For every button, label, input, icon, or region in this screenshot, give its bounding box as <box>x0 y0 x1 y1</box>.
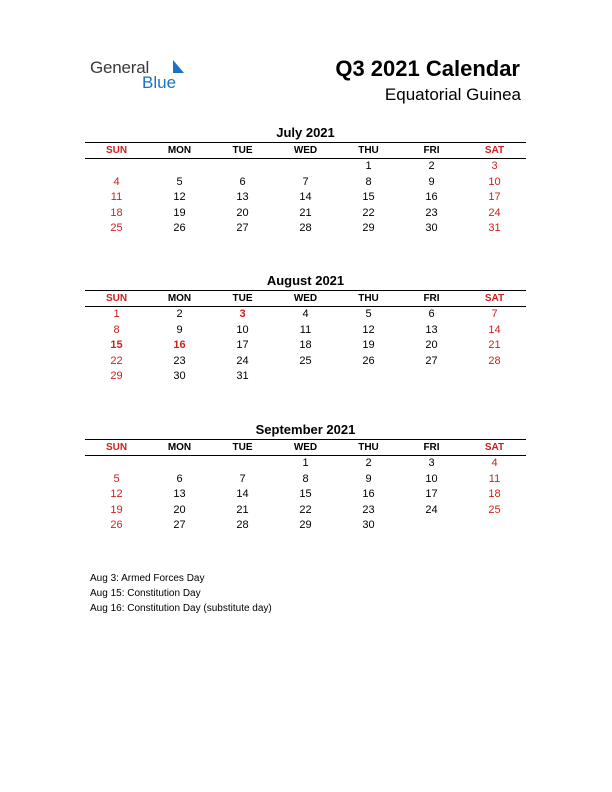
week-row <box>85 323 526 339</box>
weekday-header: SAT <box>484 293 505 304</box>
weekday-header: THU <box>358 442 379 453</box>
day-cell <box>85 456 148 472</box>
week-row <box>85 175 526 191</box>
day-cell: 26 <box>173 222 186 234</box>
day-cell: 4 <box>113 175 120 188</box>
day-cell: 29 <box>299 519 312 531</box>
day-cell: 14 <box>236 488 249 500</box>
day-cell: 21 <box>236 503 249 516</box>
weekday-header: TUE <box>232 293 253 304</box>
day-cell <box>400 369 463 385</box>
week-row <box>85 518 526 534</box>
day-cell: 9 <box>176 323 183 336</box>
week-row <box>85 369 526 385</box>
day-cell: 10 <box>236 323 249 336</box>
holiday-note: Aug 3: Armed Forces Day <box>90 573 205 584</box>
day-cell: 19 <box>173 206 186 219</box>
week-row <box>85 307 526 323</box>
day-cell: 12 <box>110 488 123 500</box>
week-row <box>85 456 526 472</box>
day-cell: 2 <box>176 308 183 320</box>
day-cell: 30 <box>425 222 438 234</box>
day-cell: 25 <box>299 354 312 367</box>
day-cell: 23 <box>173 354 186 367</box>
holiday-notes <box>90 571 272 616</box>
weekday-header: WED <box>293 145 318 156</box>
day-cell: 17 <box>425 488 438 500</box>
day-cell: 15 <box>110 339 123 351</box>
day-cell: 18 <box>488 488 501 500</box>
weekday-header: MON <box>167 293 192 304</box>
day-cell: 20 <box>425 339 438 351</box>
day-cell <box>274 369 337 385</box>
day-cell: 2 <box>428 160 435 172</box>
day-cell: 24 <box>425 503 438 516</box>
day-cell: 31 <box>488 222 501 234</box>
week-row <box>85 159 526 175</box>
day-cell: 17 <box>488 191 501 203</box>
page-title: Q3 2021 Calendar <box>335 56 520 81</box>
day-cell: 22 <box>110 354 123 367</box>
weekday-header: SAT <box>484 145 505 156</box>
weekday-header: FRI <box>423 442 440 453</box>
day-cell: 1 <box>113 308 120 320</box>
day-cell <box>463 518 526 534</box>
day-cell: 11 <box>488 472 501 485</box>
month-block <box>85 272 526 385</box>
day-cell: 20 <box>173 503 186 516</box>
day-cell: 3 <box>491 160 498 172</box>
day-cell: 7 <box>491 308 498 320</box>
day-cell: 13 <box>236 191 249 203</box>
day-cell: 30 <box>173 370 186 382</box>
day-cell: 23 <box>425 206 438 219</box>
weekday-header: THU <box>358 293 379 304</box>
day-cell: 13 <box>425 323 438 336</box>
page-subtitle: Equatorial Guinea <box>384 85 521 104</box>
day-cell <box>400 518 463 534</box>
day-cell: 7 <box>239 472 246 485</box>
day-cell: 17 <box>236 339 249 351</box>
day-cell: 28 <box>488 354 501 367</box>
day-cell: 14 <box>299 191 312 203</box>
day-cell <box>148 456 211 472</box>
day-cell: 7 <box>302 175 309 188</box>
day-cell: 4 <box>491 457 498 469</box>
day-cell: 14 <box>488 323 501 336</box>
day-cell: 6 <box>428 308 435 320</box>
day-cell: 31 <box>236 370 249 382</box>
day-cell: 25 <box>110 222 123 234</box>
weekday-header-row <box>85 142 526 159</box>
day-cell <box>211 456 274 472</box>
day-cell: 24 <box>488 206 501 219</box>
day-cell: 20 <box>236 206 249 219</box>
week-row <box>85 472 526 488</box>
day-cell: 11 <box>110 191 123 203</box>
day-cell: 18 <box>110 206 123 219</box>
day-cell: 28 <box>299 222 312 234</box>
day-cell: 15 <box>362 191 375 203</box>
day-cell: 26 <box>362 354 375 367</box>
week-row <box>85 503 526 519</box>
day-cell: 13 <box>173 488 186 500</box>
day-cell: 27 <box>236 222 249 234</box>
month-title: July 2021 <box>276 125 335 140</box>
logo-triangle-icon <box>173 60 184 73</box>
weekday-header: FRI <box>423 145 440 156</box>
day-cell: 8 <box>365 175 372 188</box>
weekday-header-row <box>85 290 526 307</box>
day-cell: 2 <box>365 457 372 469</box>
day-cell: 12 <box>362 323 375 336</box>
day-cell: 6 <box>239 175 246 188</box>
weekday-header: SUN <box>105 293 128 304</box>
day-cell: 3 <box>428 457 435 469</box>
week-row <box>85 190 526 206</box>
day-cell: 29 <box>110 370 123 382</box>
day-cell: 10 <box>488 175 501 188</box>
month-title: September 2021 <box>255 422 356 437</box>
day-cell: 25 <box>488 503 501 516</box>
day-cell: 11 <box>299 323 312 336</box>
weekday-header: MON <box>167 145 192 156</box>
day-cell: 21 <box>299 206 312 219</box>
weekday-header: WED <box>293 442 318 453</box>
day-cell <box>463 369 526 385</box>
week-row <box>85 354 526 370</box>
day-cell: 8 <box>113 323 120 336</box>
week-row <box>85 206 526 222</box>
day-cell: 29 <box>362 222 375 234</box>
weekday-header: THU <box>358 145 379 156</box>
logo-text-general: General <box>90 58 150 77</box>
holiday-note: Aug 16: Constitution Day (substitute day) <box>90 603 272 614</box>
weekday-header: SAT <box>484 442 505 453</box>
day-cell: 15 <box>299 488 312 500</box>
day-cell: 19 <box>110 503 123 516</box>
day-cell: 6 <box>176 472 183 485</box>
day-cell: 12 <box>173 191 186 203</box>
day-cell: 9 <box>428 175 435 188</box>
day-cell: 1 <box>365 160 372 172</box>
day-cell: 30 <box>362 519 375 531</box>
week-row <box>85 487 526 503</box>
day-cell: 16 <box>425 191 438 203</box>
day-cell: 3 <box>239 308 246 320</box>
day-cell: 4 <box>302 308 309 320</box>
weekday-header: SUN <box>105 145 128 156</box>
day-cell: 16 <box>173 339 186 351</box>
day-cell: 18 <box>299 339 312 351</box>
day-cell: 19 <box>362 339 375 351</box>
day-cell: 5 <box>113 472 120 485</box>
day-cell: 28 <box>236 519 249 531</box>
day-cell: 1 <box>302 457 309 469</box>
week-row <box>85 221 526 237</box>
weekday-header: MON <box>167 442 192 453</box>
day-cell: 27 <box>173 519 186 531</box>
weekday-header: TUE <box>232 442 253 453</box>
day-cell <box>211 159 274 175</box>
day-cell: 8 <box>302 472 309 485</box>
weekday-header: WED <box>293 293 318 304</box>
month-block <box>85 421 526 534</box>
day-cell: 9 <box>365 472 372 485</box>
day-cell: 5 <box>365 308 372 320</box>
weekday-header-row <box>85 439 526 456</box>
day-cell: 22 <box>362 206 375 219</box>
generalblue-logo <box>90 58 190 94</box>
day-cell <box>148 159 211 175</box>
day-cell: 23 <box>362 503 375 516</box>
month-title: August 2021 <box>266 273 345 288</box>
day-cell <box>337 369 400 385</box>
day-cell: 26 <box>110 519 123 531</box>
weekday-header: FRI <box>423 293 440 304</box>
day-cell: 21 <box>488 339 501 351</box>
day-cell <box>85 159 148 175</box>
weekday-header: TUE <box>232 145 253 156</box>
day-cell: 27 <box>425 354 438 367</box>
day-cell: 10 <box>425 472 438 485</box>
logo-text-blue: Blue <box>142 73 177 92</box>
day-cell <box>274 159 337 175</box>
day-cell: 22 <box>299 503 312 516</box>
holiday-note: Aug 15: Constitution Day <box>90 588 201 599</box>
month-block <box>85 124 526 237</box>
weekday-header: SUN <box>105 442 128 453</box>
day-cell: 5 <box>176 175 183 188</box>
day-cell: 24 <box>236 354 249 367</box>
week-row <box>85 338 526 354</box>
day-cell: 16 <box>362 488 375 500</box>
